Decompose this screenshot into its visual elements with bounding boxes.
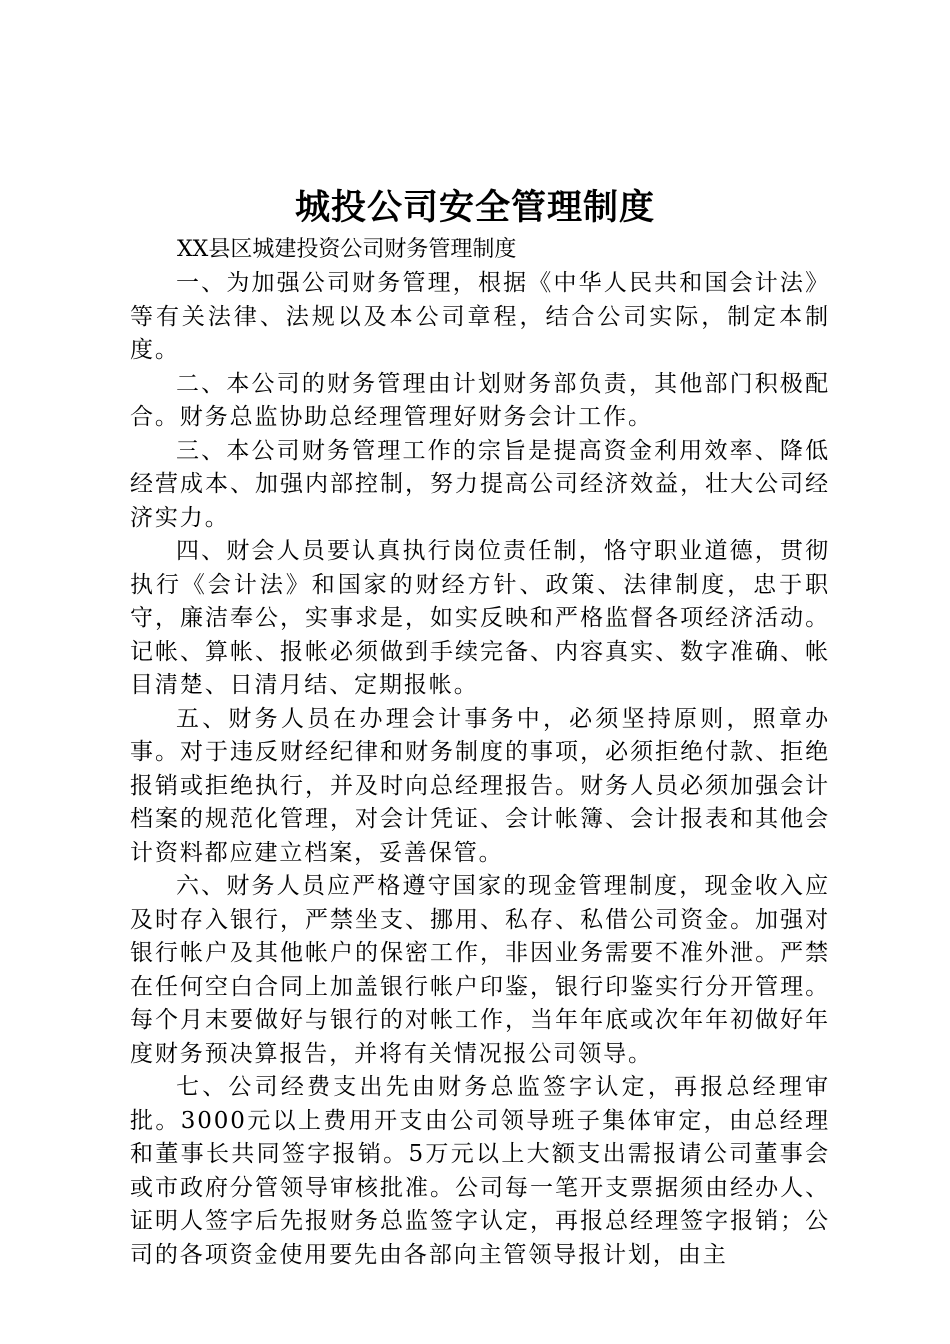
document-title: 城投公司安全管理制度 [294,187,655,228]
paragraph-6: 六、财务人员应严格遵守国家的现金管理制度，现金收入应及时存入银行，严禁坐支、挪用、私存、私借公司资金。加强对银行帐户及其他帐户的保密工作，非因业务需要不准外泄。严禁在任何空白合同上加盖银行帐户印鉴，银行印鉴实行分开管理。每个月末要做好与银行的对帐工作，当年年底或次年年初做好年度财务预决算报告，并将有关情况报公司领导。 [130,873,830,1067]
paragraph-5: 五、财务人员在办理会计事务中，必须坚持原则，照章办事。对于违反财经纪律和财务制度的事项，必须拒绝付款、拒绝报销或拒绝执行，并及时向总经理报告。财务人员必须加强会计档案的规范化管理，对会计凭证、会计帐簿、会计报表和其他会计资料都应建立档案，妥善保管。 [130,705,830,866]
paragraph-1: 一、为加强公司财务管理，根据《中华人民共和国会计法》等有关法律、法规以及本公司章程，结合公司实际，制定本制度。 [130,270,830,363]
document-subtitle: XX县区城建投资公司财务管理制度 [177,237,517,262]
document-body [130,267,830,1272]
paragraph-7: 七、公司经费支出先由财务总监签字认定，再报总经理审批。3000元以上费用开支由公司领导班子集体审定，由总经理和董事长共同签字报销。5万元以上大额支出需报请公司董事会或市政府分管领导审核批准。公司每一笔开支票据须由经办人、证明人签字后先报财务总监签字认定，再报总经理签字报销；公司的各项资金使用要先由各部向主管领导报计划，由主 [130,1074,830,1268]
paragraph-3: 三、本公司财务管理工作的宗旨是提高资金利用效率、降低经营成本、加强内部控制，努力提高公司经济效益，壮大公司经济实力。 [130,437,830,531]
paragraph-4: 四、财会人员要认真执行岗位责任制，恪守职业道德，贯彻执行《会计法》和国家的财经方针、政策、法律制度，忠于职守，廉洁奉公，实事求是，如实反映和严格监督各项经济活动。记帐、算帐、报帐必须做到手续完备、内容真实、数字准确、帐目清楚、日清月结、定期报帐。 [130,538,830,698]
paragraph-2: 二、本公司的财务管理由计划财务部负责，其他部门积极配合。财务总监协助总经理管理好财务会计工作。 [130,370,830,430]
